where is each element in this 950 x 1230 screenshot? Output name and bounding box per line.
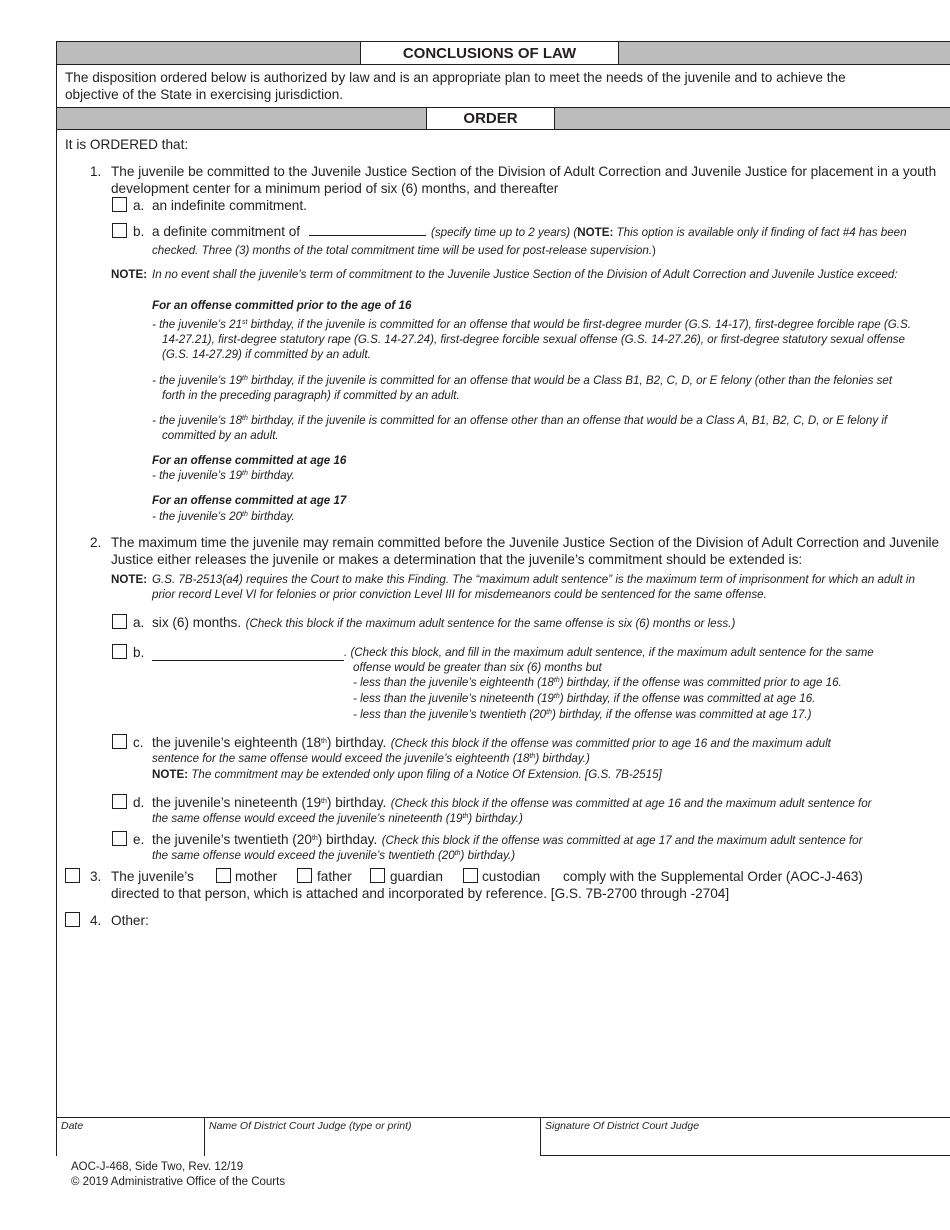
order-header: ORDER <box>426 107 555 130</box>
item2b-limit-20: - less than the juvenile’s twentieth (20th) birthday, if the offense was committed at age 17.) <box>353 708 812 721</box>
form-footer <box>71 1160 285 1190</box>
father-label: father <box>317 869 352 884</box>
item2-note-text: G.S. 7B-2513(a4) requires the Court to make this Finding. The “maximum adult sentence” is the maximum term of imprisonment for which an adult in prior record Level VI for felonies or prior conviction Level III for misdemeanors could be sentenced for the same offense. <box>152 573 915 601</box>
item2a-line <box>152 614 942 632</box>
item3-line2: directed to that person, which is attached and incorporated by reference. [G.S. 7B-2700 through -2704] <box>111 886 730 901</box>
item2b-limit-18: - less than the juvenile’s eighteenth (18th) birthday, if the offense was committed prior to age 16. <box>353 676 842 689</box>
item3-lead: The juvenile’s <box>111 869 194 884</box>
father-checkbox[interactable] <box>297 868 312 883</box>
age17-bullet: - the juvenile’s 20th birthday. <box>152 510 295 523</box>
item2-text: The maximum time the juvenile may remain committed before the Juvenile Justice Section of the Division of Adult Correction and Juvenile Justice either releases the juvenile or makes a determination that the juvenile’s commitment should be extended is: <box>111 535 940 567</box>
prior16-bullet-21: - the juvenile’s 21st birthday, if the juvenile is committed for an offense that would be first-degree murder (G.S. 14-17), first-degree forcible rape (G.S. 14-27.21), first-degree statutory rape (G.S. 14-27.24), first-degree forcible sexual offense (G.S. 14-27.26), or first-degree statutory sexual offense (G.S. 14-27.29) if committed by an adult. <box>152 318 911 361</box>
conclusions-header: CONCLUSIONS OF LAW <box>360 41 619 65</box>
judge-name-field[interactable] <box>205 1117 541 1156</box>
item2e-line <box>152 831 942 849</box>
item2a-text: six (6) months. <box>152 615 242 630</box>
item1a-letter: a. <box>133 198 145 213</box>
item1b-line <box>152 223 922 259</box>
conclusions-text: The disposition ordered below is authorized by law and is an appropriate plan to meet the needs of the juvenile and to achieve the objective of the State in exercising jurisdiction. <box>65 70 846 102</box>
guardian-label: guardian <box>390 869 443 884</box>
order-intro: It is ORDERED that: <box>65 137 189 152</box>
judge-signature-label: Signature Of District Court Judge <box>545 1120 700 1132</box>
item1b-note-label: NOTE: <box>577 226 614 239</box>
item2c-line <box>152 734 942 752</box>
item2e-hint-2: the same offense would exceed the juvenile’s twentieth (20th) birthday.) <box>152 849 516 862</box>
item1-note-label: NOTE: <box>111 268 148 281</box>
item1b-letter: b. <box>133 224 145 239</box>
copyright: © 2019 Administrative Office of the Courts <box>71 1176 286 1188</box>
prior16-heading: For an offense committed prior to the age of 16 <box>152 299 412 312</box>
item2c-checkbox[interactable] <box>112 734 127 749</box>
item4-label: Other: <box>111 913 149 928</box>
other-text-area[interactable] <box>157 909 937 1099</box>
item2e-text: the juvenile’s twentieth (20th) birthday. <box>152 832 378 847</box>
item3-number: 3. <box>90 869 102 884</box>
item1b-note-text: This option is available only if finding of fact #4 has been checked. Three (3) months of the total commitment time will be used for post-release supervision. <box>152 226 907 257</box>
form-frame <box>56 41 950 1156</box>
judge-name-label: Name Of District Court Judge (type or print) <box>209 1120 412 1132</box>
item4-number: 4. <box>90 913 102 928</box>
date-label: Date <box>61 1120 84 1132</box>
item2c-text: the juvenile’s eighteenth (18th) birthday. <box>152 735 387 750</box>
order-band <box>57 107 950 130</box>
conclusions-band <box>57 41 950 65</box>
item2c-hint-2: sentence for the same offense would exceed the juvenile’s eighteenth (18th) birthday.) <box>152 752 590 765</box>
judge-signature-field[interactable] <box>541 1117 950 1156</box>
date-field[interactable] <box>57 1117 205 1156</box>
item2d-line <box>152 794 942 812</box>
item2d-checkbox[interactable] <box>112 794 127 809</box>
custodian-checkbox[interactable] <box>463 868 478 883</box>
item2c-letter: c. <box>133 735 144 750</box>
item2b-sentence-field[interactable] <box>152 644 344 661</box>
item2c-note: NOTE: The commitment may be extended only upon filing of a Notice Of Extension. [G.S. 7B-2515] <box>152 768 662 781</box>
item1b-specify: . (specify time up to 2 years) ( <box>424 226 578 239</box>
item1a-checkbox[interactable] <box>112 197 127 212</box>
mother-label: mother <box>235 869 278 884</box>
custodian-label: custodian <box>482 869 541 884</box>
item2b-checkbox[interactable] <box>112 644 127 659</box>
item2a-hint: (Check this block if the maximum adult sentence for the same offense is six (6) months or less.) <box>245 617 736 630</box>
item2a-letter: a. <box>133 615 145 630</box>
item1b-close: ) <box>652 244 656 257</box>
item4-checkbox[interactable] <box>65 912 80 927</box>
item1-number: 1. <box>90 164 102 179</box>
guardian-checkbox[interactable] <box>370 868 385 883</box>
item2a-checkbox[interactable] <box>112 614 127 629</box>
item2e-checkbox[interactable] <box>112 831 127 846</box>
item2d-hint-2: the same offense would exceed the juvenile’s nineteenth (19th) birthday.) <box>152 812 523 825</box>
item2-note-label: NOTE: <box>111 573 148 586</box>
item2d-text: the juvenile’s nineteenth (19th) birthday. <box>152 795 387 810</box>
item1-text: The juvenile be committed to the Juvenile Justice Section of the Division of Adult Correction and Juvenile Justice for placement in a youth development center for a minimum period of six (6) months, and thereafter <box>111 164 937 196</box>
item2d-hint-1: (Check this block if the offense was committed at age 16 and the maximum adult sentence for <box>390 797 872 810</box>
item1b-checkbox[interactable] <box>112 223 127 238</box>
item1b-text: a definite commitment of <box>152 224 301 239</box>
prior16-bullet-18: - the juvenile’s 18th birthday, if the juvenile is committed for an offense other than an offense that would be a Class A, B1, B2, C, D, or E felony if committed by an adult. <box>152 414 888 442</box>
item2b-limit-19: - less than the juvenile’s nineteenth (19th) birthday, if the offense was committed at age 16. <box>353 692 816 705</box>
item1b-duration-field[interactable] <box>309 235 425 236</box>
item2b-hint-2: offense would be greater than six (6) months but <box>353 661 602 674</box>
item2c-hint-1: (Check this block if the offense was committed prior to age 16 and the maximum adult <box>390 737 831 750</box>
age16-bullet: - the juvenile’s 19th birthday. <box>152 469 295 482</box>
item1-note-text: In no event shall the juvenile’s term of commitment to the Juvenile Justice Section of the Division of Adult Correction and Juvenile Justice exceed: <box>152 268 898 281</box>
prior16-bullet-19: - the juvenile’s 19th birthday, if the juvenile is committed for an offense that would be a Class B1, B2, C, D, or E felony (other than the felonies set forth in the preceding paragraph) if committed by an adult. <box>152 374 893 402</box>
item2d-letter: d. <box>133 795 145 810</box>
item2-number: 2. <box>90 535 102 550</box>
age17-heading: For an offense committed at age 17 <box>152 494 347 507</box>
mother-checkbox[interactable] <box>216 868 231 883</box>
item2e-hint-1: (Check this block if the offense was committed at age 17 and the maximum adult sentence for <box>381 834 863 847</box>
item1a-text: an indefinite commitment. <box>152 198 307 213</box>
item2e-letter: e. <box>133 832 145 847</box>
item3-checkbox[interactable] <box>65 868 80 883</box>
age16-heading: For an offense committed at age 16 <box>152 454 347 467</box>
item3-tail: comply with the Supplemental Order (AOC-J-463) <box>563 869 863 884</box>
item2b-letter: b. <box>133 645 145 660</box>
item2b-hint-1: . (Check this block, and fill in the maximum adult sentence, if the maximum adult sentence for the same <box>344 646 874 659</box>
form-number: AOC-J-468, Side Two, Rev. 12/19 <box>71 1161 244 1173</box>
